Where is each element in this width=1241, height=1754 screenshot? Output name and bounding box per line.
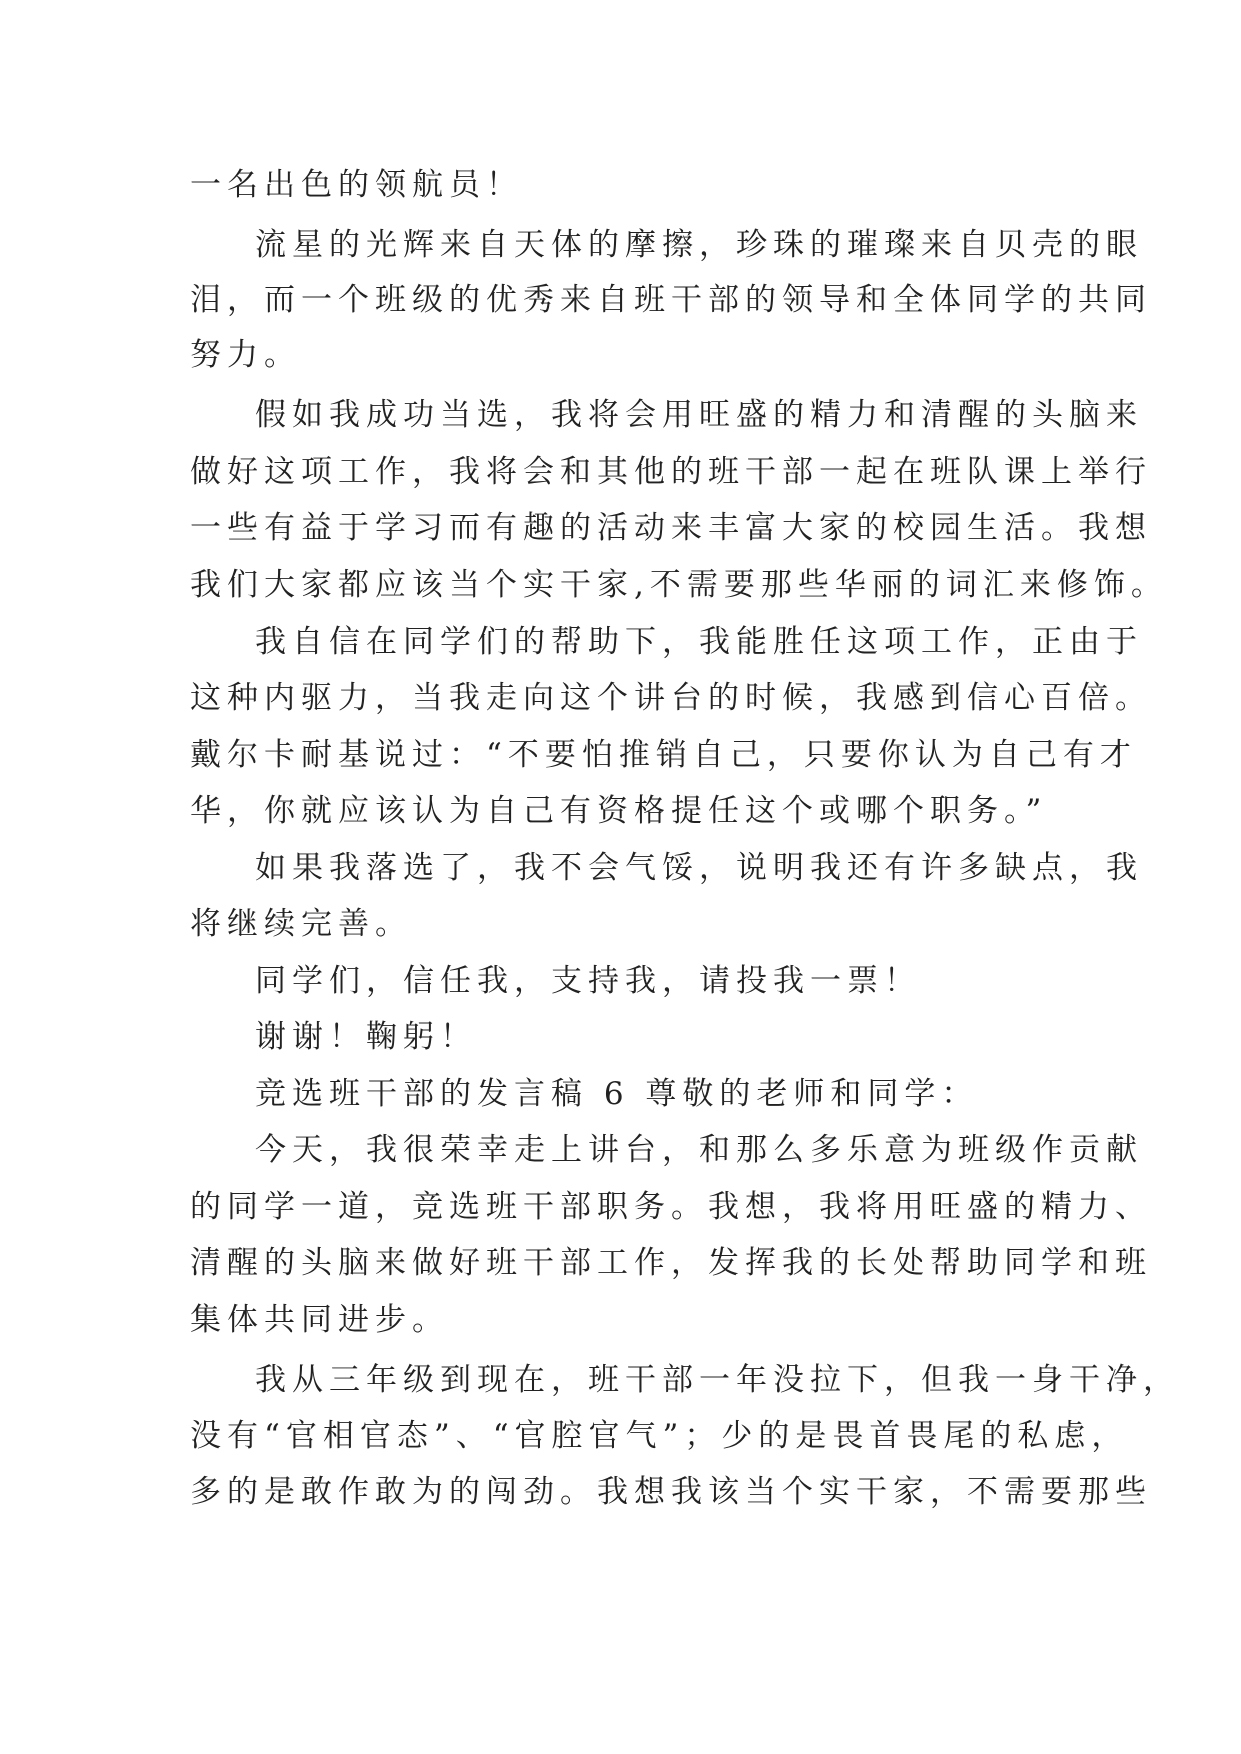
text-line: 清醒的头脑来做好班干部工作，发挥我的长处帮助同学和班: [190, 1245, 1152, 1281]
paragraph-line: 流星的光辉来自天体的摩擦，珍珠的璀璨来自贝壳的眼: [255, 227, 1143, 263]
paragraph-line: 今天，我很荣幸走上讲台，和那么多乐意为班级作贡献: [255, 1132, 1143, 1168]
text-line: 多的是敢作敢为的闯劲。我想我该当个实干家，不需要那些: [190, 1474, 1152, 1510]
paragraph-line: 如果我落选了，我不会气馁，说明我还有许多缺点，我: [255, 850, 1143, 886]
text-line: 华，你就应该认为自己有资格提任这个或哪个职务。”: [190, 793, 1048, 829]
paragraph-line: 假如我成功当选，我将会用旺盛的精力和清醒的头脑来: [255, 397, 1143, 433]
text-line: 我们大家都应该当个实干家,不需要那些华丽的词汇来修饰。: [190, 567, 1168, 603]
paragraph-line: 我从三年级到现在，班干部一年没拉下，但我一身干净，: [255, 1362, 1180, 1398]
text-line: 泪，而一个班级的优秀来自班干部的领导和全体同学的共同: [190, 282, 1152, 318]
paragraph-line: 我自信在同学们的帮助下，我能胜任这项工作，正由于: [255, 624, 1143, 660]
paragraph-line: 谢谢！鞠躬！: [255, 1019, 477, 1055]
text-line: 一名出色的领航员！: [190, 167, 523, 203]
text-line: 集体共同进步。: [190, 1302, 449, 1338]
text-line: 这种内驱力，当我走向这个讲台的时候，我感到信心百倍。: [190, 680, 1152, 716]
text-line: 做好这项工作，我将会和其他的班干部一起在班队课上举行: [190, 454, 1152, 490]
text-line: 戴尔卡耐基说过：“不要怕推销自己，只要你认为自己有才: [190, 737, 1137, 773]
text-line: 的同学一道，竞选班干部职务。我想，我将用旺盛的精力、: [190, 1189, 1152, 1225]
text-line: 将继续完善。: [190, 906, 412, 942]
text-line: 没有“官相官态”、“官腔官气”；少的是畏首畏尾的私虑，: [190, 1418, 1129, 1454]
text-line: 努力。: [190, 337, 301, 373]
text-line: 一些有益于学习而有趣的活动来丰富大家的校园生活。我想: [190, 510, 1152, 546]
paragraph-line: 同学们，信任我，支持我，请投我一票！: [255, 963, 921, 999]
heading-line: 竞选班干部的发言稿 6 尊敬的老师和同学：: [255, 1076, 979, 1112]
